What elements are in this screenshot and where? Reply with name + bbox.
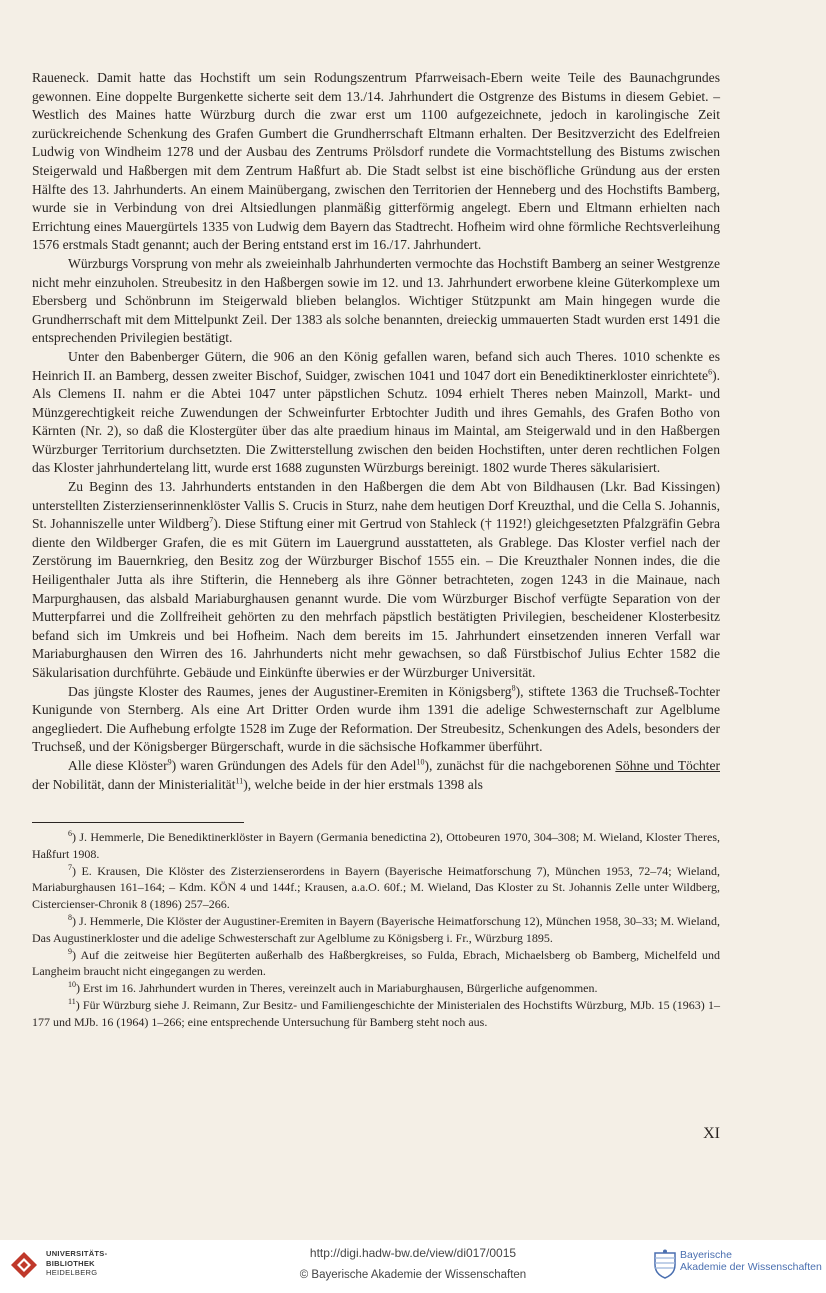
footnote-9: $^9$) Auf die zeitweise hier Begüterten außerhalb des Haßbergkreises, so Fulda, Ebrach, Michaelsberg ob Bamberg, Michelfeld und Langheim braucht nicht eingegangen zu werden. <box>32 946 721 979</box>
page-number: XI <box>703 1125 720 1142</box>
footnote-8: $^8$) J. Hemmerle, Die Klöster der Augustiner-Eremiten in Bayern (Bayerische Heimatforschung 12), München 1958, 30–33; M. Wieland, Das Augustinerkloster und die adelige Schwesterschaft zur Agelblume zu Königsberg i. Fr., Würzburg 1895. <box>32 912 720 945</box>
academy-name-line-1: Bayerische <box>680 1249 732 1261</box>
underlined-phrase: Söhne und Töchter <box>615 757 720 773</box>
footnote-11: $^{11}$) Für Würzburg siehe J. Reimann, Zur Besitz- und Familiengeschichte der Ministerialen des Hochstifts Würzburg, MJb. 15 (1963) 1–177 und MJb. 16 (1964) 1–266; eine entsprechende Untersuchung für Bamberg steht noch aus. <box>32 996 720 1029</box>
paragraph-1: Raueneck. Damit hatte das Hochstift um sein Rodungszentrum Pfarrweisach-Ebern weite Teile des Baunachgrundes gewonnen. Eine doppelte Burgenkette sicherte seit dem 13./14. Jahrhundert die Ostgrenze des Bistums in diesem Gebiet. – Westlich des Maines hatte Würzburg durch die zwar erst um 1100 aufgezeichnete, jedoch in karolingische Zeit zurückreichende Schenkung des Grafen Gumbert die Grundherrschaft Eltmann erhalten. Der Besitzverzicht des Edelfreien Ludwig von Windheim 1278 und der Ausbau des Zentrums Prölsdorf rundete die Vormachtstellung des Bistums zwischen Steigerwald und Haßbergen mit dem Zentrum Haßfurt ab. Die Stadt selbst ist eine bischöfliche Gründung aus der ersten Hälfte des 13. Jahrhunderts. An einem Mainübergang, zwischen den Territorien der Henneberg und des Hochstifts Bamberg, wurde sie in Verbindung von drei Altsiedlungen planmäßig gitterförmig angelegt. Ebern und Eltmann erhielten nach Errichtung eines Mauergürtels 1335 von Ludwig dem Bayern das Stadtrecht. Hofheim wird ohne förmliche Rechtsverleihung 1576 erstmals Stadt genannt; auch der Bering entstand erst im 16./17. Jahrhundert. <box>32 70 720 253</box>
library-name-line-2: BIBLIOTHEK <box>46 1258 95 1268</box>
footnote-7: $^7$) E. Krausen, Die Klöster des Zisterzienserordens in Bayern (Bayerische Heimatforschung 7), München 1953, 72–74; Wieland, Mariaburghausen 161–164; – Kdm. KÖN 4 und 144f.; Krausen, a.a.O. 60f.; M. Wieland, Das Kloster zu St. Johannis Zelle unter Wildberg, Cistercienser-Chronik 8 (1896) 257–266. <box>32 862 721 912</box>
paragraph-4: Zu Beginn des 13. Jahrhunderts entstanden in den Haßbergen die dem Abt von Bildhausen (Lkr. Bad Kissingen) unterstellten Zisterzienserinnenklöster Vallis S. Crucis in Sturz, nahe dem heutigen Dorf Kreuzthal, und die Cella S. Johannis, St. Johanniszelle unter Wildberg$^7$). Diese Stiftung einer mit Gertrud von Stahleck († 1192!) gleichgesetzten Pfalzgräfin Gebra diente den Wildberger Grafen, die es mit Gütern im Lauergrund ausstatteten, als Grablege. Das Kloster verfiel nach der Zerstörung im Bauernkrieg, den Besitz zog der Würzburger Bischof 1555 ein. – Die Kreuzthaler Nonnen indes, die die Heiligenthaler Jutta als ihre Stifterin, die Henneberg als ihre Gönner betrachteten, zogen 1243 in die Mainaue, nach Marpurghausen, das alsbald Mariaburghausen genannt wurde. Die vom Würzburger Bischof verfügte Separation von der Mutterpfarrei und die Zollfreiheit gehörten zu den mehrfach päpstlich bestätigten Privilegien, bescheidener Klosterbesitz befand sich im Umkreis und bei Hofheim. Nach dem bereits im 15. Jahrhundert einsetzenden inneren Verfall war Mariaburghausen den Wirren des 16. Jahrhunderts nicht mehr gewachsen, so daß Fürstbischof Julius Echter 1582 die Säkularisation durchführte. Gebäude und Einkünfte überwies er der Würzburger Universität. <box>32 479 720 680</box>
footnotes <box>32 829 720 1031</box>
paragraph-6: Alle diese Klöster$^9$) waren Gründungen des Adels für den Adel$^{10}$), zunächst für die nachgeborenen Söhne und Töchter der Nobilität, dann der Ministerialität$^{11}$), welche beide in der hier erstmals 1398 als <box>32 757 720 792</box>
footnote-divider <box>32 822 244 823</box>
footnote-6: $^6$) J. Hemmerle, Die Benediktinerklöster in Bayern (Germania benedictina 2), Ottobeuren 1970, 304–308; M. Wieland, Kloster Theres, Haßfurt 1908. <box>32 829 720 861</box>
university-library-logo[interactable] <box>10 1249 130 1283</box>
library-name-line-3: HEIDELBERG <box>46 1268 98 1277</box>
academy-name-line-2: Akademie der Wissenschaften <box>680 1260 822 1273</box>
main-text <box>32 69 720 794</box>
library-emblem-icon <box>10 1251 38 1279</box>
footnote-ref: 9 <box>167 757 172 767</box>
footnote-ref: 7 <box>209 515 214 525</box>
paragraph-5: Das jüngste Kloster des Raumes, jenes der Augustiner-Eremiten in Königsberg$^8$), stiftete 1363 die Truchseß-Tochter Kunigunde von Sternberg. Als eine Art Dritter Orden wurde ihm 1391 die adelige Schwesternschaft zur Agelblume angegliedert. Die Aufhebung erfolgte 1528 im Zuge der Reformation. Der Streubesitz, Schenkungen des Adels, besonders der Truchseß, und der Königsberger Bürgerschaft, wurde in die sächsische Hofkammer überführt. <box>32 683 720 755</box>
footnote-ref: 11 <box>235 776 244 786</box>
footnote-ref: 8 <box>511 683 516 693</box>
permalink-url[interactable]: http://digi.hadw-bw.de/view/di017/0015 <box>309 1246 517 1260</box>
footnote-ref: 10 <box>416 757 425 767</box>
library-name-line-1: UNIVERSITÄTS- <box>46 1249 108 1258</box>
footnote-ref: 6 <box>708 366 713 376</box>
academy-logo[interactable] <box>652 1247 822 1283</box>
bavarian-crest-icon <box>652 1249 678 1279</box>
paragraph-3: Unter den Babenberger Gütern, die 906 an den König gefallen waren, befand sich auch Theres. 1010 schenkte es Heinrich II. an Bamberg, dessen zweiter Bischof, Suidger, zwischen 1041 und 1047 dort ein Benediktinerkloster einrichtete$^6$). Als Clemens II. nahm er die Abtei 1047 unter päpstlichen Schutz. 1094 erhielt Theres neben Mainzoll, Markt- und Münzgerechtigkeit reiche Zuwendungen der Schweinfurter Erbtochter Judith und ihres Gemahls, des Grafen Botho von Kärnten (Nr. 2), so daß die Klostergüter über das alte praedium hinaus im Maintal, am Steigerwald und in den Haßbergen Würzburger Territorium durchsetzten. Die Zwitterstellung zwischen den beiden Hochstiften, unter deren rechtlichen Folgen das Kloster jahrhundertelang litt, wurde erst 1688 zugunsten Würzburgs bereinigt. 1802 wurde Theres säkularisiert. <box>32 348 720 476</box>
copyright-notice: © Bayerische Akademie der Wissenschaften <box>299 1269 527 1281</box>
footnote-10: $^{10}$) Erst im 16. Jahrhundert wurden in Theres, vereinzelt auch in Mariaburghausen, Bürgerliche aufgenommen. <box>68 980 598 996</box>
paragraph-2: Würzburgs Vorsprung von mehr als zweieinhalb Jahrhunderten vermochte das Hochstift Bamberg an seiner Westgrenze nicht mehr einzuholen. Streubesitz in den Haßbergen sowie im 12. und 13. Jahrhundert erworbene kleine Güterkomplexe um Ebersberg und Schönbrunn im Steigerwald blieben belanglos. Wichtiger Stützpunkt am Main hingegen wurde die Grundherrschaft mit dem Mittelpunkt Zeil. Der 1383 als solche benannten, dreieckig ummauerten Stadt wurden erst 1491 die entsprechenden Privilegien bestätigt. <box>32 255 720 346</box>
